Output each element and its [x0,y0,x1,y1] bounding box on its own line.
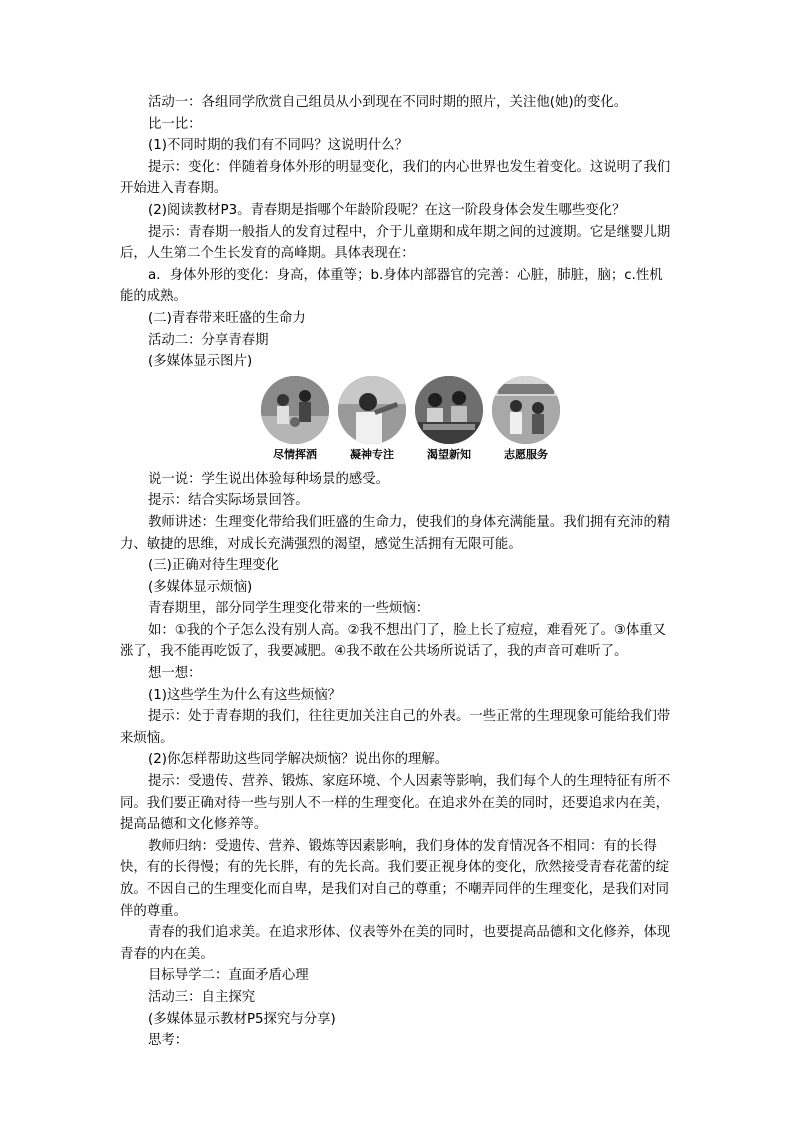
photo-item [337,376,407,462]
photo-caption: 凝神专注 [350,447,394,461]
violin-photo [338,376,406,444]
paragraph: (2)你怎样帮助这些同学解决烦恼？说出你的理解。 [148,752,449,768]
paragraph: 教师归纳：受遗传、营养、锻炼等因素影响，我们身体的发育情况各不相同：有的长得快，有的长得慢；有的先长胖，有的先长高。我们要正视身体的变化，欣然接受青春花蕾的绽放。不因自己的生理变化而自卑，是我们对自己的尊重；不嘲弄同伴的生理变化，是我们对同伴的尊重。 [120,838,670,919]
paragraph: 想一想： [148,666,202,682]
paragraph: (2)阅读教材P3。青春期是指哪个年龄阶段呢？在这一阶段身体会发生哪些变化？ [148,202,626,218]
paragraph: 教师讲述：生理变化带给我们旺盛的生命力，使我们的身体充满能量。我们拥有充沛的精力、敏捷的思维，对成长充满强烈的渴望，感觉生活拥有无限可能。 [120,514,671,552]
paragraph: 活动一：各组同学欣赏自己组员从小到现在不同时期的照片，关注他(她)的变化。 [148,95,628,110]
document-body [120,92,676,1052]
paragraph: 活动三：自主探究 [148,989,256,1005]
paragraph: 提示：结合实际场景回答。 [148,493,309,509]
paragraph: 提示：处于青春期的我们，往往更加关注自己的外表。一些正常的生理现象可能给我们带来烦恼。 [120,709,671,746]
paragraph: (1)这些学生为什么有这些烦恼？ [148,687,342,703]
volunteer-photo [492,376,560,444]
paragraph: (1)不同时期的我们有不同吗？这说明什么？ [148,138,408,154]
paragraph: 说一说：学生说出体验每种场景的感受。 [148,471,390,487]
paragraph: (多媒体显示烦恼) [148,579,253,595]
photo-caption: 渴望新知 [427,447,471,461]
paragraph: 思考： [148,1033,189,1049]
paragraph: 提示：青春期一般指人的发育过程中，介于儿童期和成年期之间的过渡期。它是继婴儿期后，人生第二个生长发育的高峰期。具体表现在： [120,224,671,262]
paragraph: 提示：受遗传、营养、锻炼、家庭环境、个人因素等影响，我们每个人的生理特征有所不同。我们要正确对待一些与别人不一样的生理变化。在追求外在美的同时，还要追求内在美，提高品德和文化修养等。 [120,774,671,833]
paragraph: (多媒体显示图片) [148,354,253,370]
photo-caption: 志愿服务 [504,447,548,461]
paragraph: 提示：变化：伴随着身体外形的明显变化，我们的内心世界也发生着变化。这说明了我们开始进入青春期。 [120,159,671,197]
basketball-photo [261,376,329,444]
classroom-photo [415,376,483,444]
paragraph: 比一比： [148,116,202,132]
section-heading: (二)青春带来旺盛的生命力 [148,310,306,326]
paragraph: 活动二：分享青春期 [148,332,269,348]
section-heading: 目标导学二：直面矛盾心理 [148,968,309,984]
section-heading: (三)正确对待生理变化 [148,558,279,574]
photo-figure [120,373,676,469]
photo-caption: 尽情挥洒 [273,447,317,461]
paragraph: 青春期里，部分同学生理变化带来的一些烦恼： [148,601,430,617]
paragraph: 青春的我们追求美。在追求形体、仪表等外在美的同时，也要提高品德和文化修养，体现青春的内在美。 [120,925,671,962]
photo-item [260,376,330,462]
photo-item [414,376,484,462]
paragraph: a．身体外形的变化：身高，体重等；b.身体内部器官的完善：心脏，肺脏，脑；c.性机能的成熟。 [120,267,663,305]
paragraph: (多媒体显示教材P5探究与分享) [148,1011,336,1027]
photo-item [491,376,561,462]
paragraph: 如：①我的个子怎么没有别人高。②我不想出门了，脸上长了痘痘，难看死了。③体重又涨了，我不能再吃饭了，我要减肥。④我不敢在公共场所说话了，我的声音可难听了。 [120,622,667,660]
